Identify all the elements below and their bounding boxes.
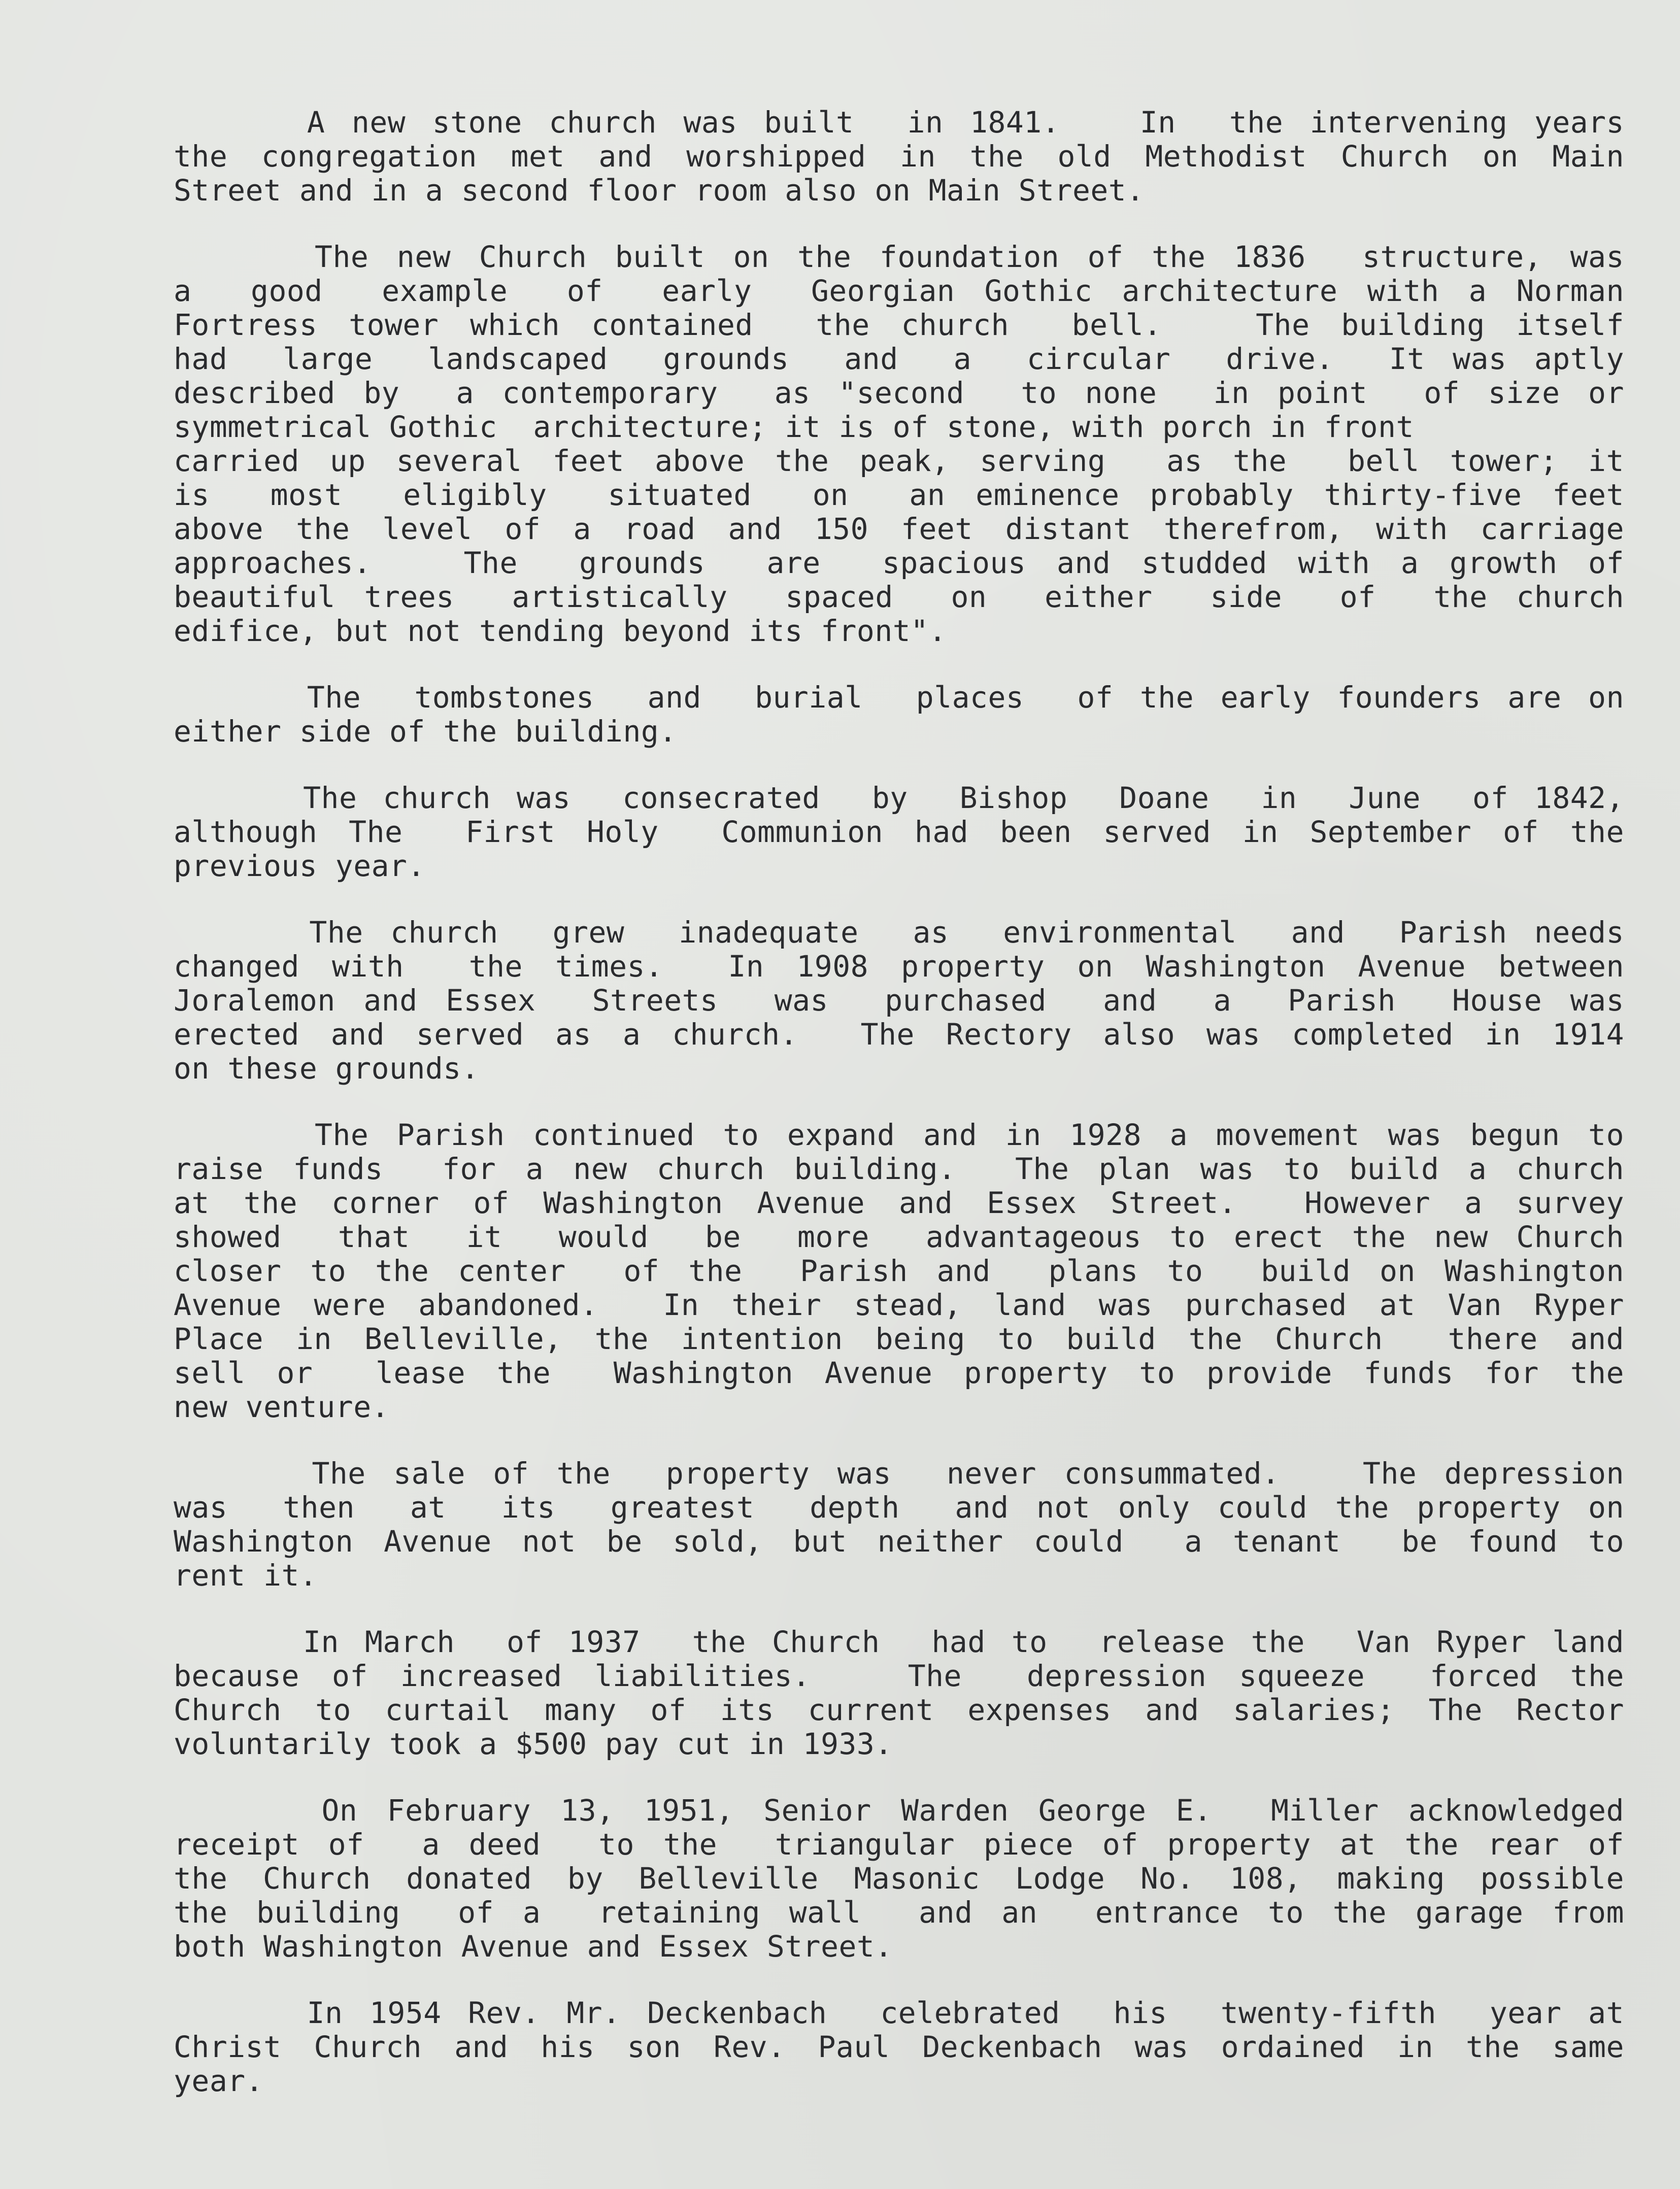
text-line: a good example of early Georgian Gothic architecture with a Norman <box>174 274 1624 308</box>
paragraph-consecration <box>174 781 1624 883</box>
text-line: although The First Holy Communion had been served in September of the <box>174 815 1624 849</box>
text-line: Washington Avenue not be sold, but neither could a tenant be found to <box>174 1524 1624 1559</box>
text-line: approaches. The grounds are spacious and studded with a growth of <box>174 546 1624 580</box>
paragraph-tombstones <box>174 681 1624 749</box>
text-line: rent it. <box>174 1558 318 1593</box>
text-line: A new stone church was built in 1841. In the intervening years <box>174 105 1624 140</box>
text-line: erected and served as a church. The Rectory also was completed in 1914 <box>174 1017 1624 1052</box>
text-line: carried up several feet above the peak, serving as the bell tower; it <box>174 444 1624 478</box>
paragraph-1954-anniversary <box>174 1996 1624 2098</box>
text-line: Place in Belleville, the intention being to build the Church there and <box>174 1322 1624 1356</box>
text-line: the building of a retaining wall and an entrance to the garage from <box>174 1895 1624 1930</box>
text-line: Church to curtail many of its current expenses and salaries; The Rector <box>174 1693 1624 1727</box>
text-line: Joralemon and Essex Streets was purchased and a Parish House was <box>174 983 1624 1018</box>
text-line: because of increased liabilities. The depression squeeze forced the <box>174 1659 1624 1693</box>
text-line: on these grounds. <box>174 1051 480 1086</box>
paragraph-new-church-description <box>174 240 1624 648</box>
text-line: edifice, but not tending beyond its front". <box>174 614 947 648</box>
text-line: at the corner of Washington Avenue and Essex Street. However a survey <box>174 1186 1624 1220</box>
text-line: is most eligibly situated on an eminence probably thirty-five feet <box>174 478 1624 512</box>
paragraph-depression-sale <box>174 1457 1624 1593</box>
text-line: the Church donated by Belleville Masonic Lodge No. 108, making possible <box>174 1861 1624 1896</box>
text-line: Avenue were abandoned. In their stead, land was purchased at Van Ryper <box>174 1288 1624 1322</box>
paragraph-stone-church-1841 <box>174 106 1624 208</box>
text-line: changed with the times. In 1908 property on Washington Avenue between <box>174 949 1624 984</box>
text-line: raise funds for a new church building. The plan was to build a church <box>174 1152 1624 1186</box>
text-line: On February 13, 1951, Senior Warden George E. Miller acknowledged <box>174 1793 1624 1828</box>
text-line: symmetrical Gothic architecture; it is of stone, with porch in front <box>174 410 1414 444</box>
text-line: In March of 1937 the Church had to release the Van Ryper land <box>174 1625 1624 1659</box>
text-line: year. <box>174 2064 264 2098</box>
text-line: the congregation met and worshipped in the old Methodist Church on Main <box>174 139 1624 174</box>
paragraph-march-1937 <box>174 1625 1624 1761</box>
text-line: described by a contemporary as "second to none in point of size or <box>174 376 1624 410</box>
text-line: The tombstones and burial places of the early founders are on <box>174 680 1624 715</box>
text-line: Fortress tower which contained the church bell. The building itself <box>174 308 1624 342</box>
text-line: either side of the building. <box>174 714 677 749</box>
text-line: The new Church built on the foundation of the 1836 structure, was <box>174 240 1624 274</box>
text-line: The church was consecrated by Bishop Doane in June of 1842, <box>174 781 1624 815</box>
text-line: Christ Church and his son Rev. Paul Deckenbach was ordained in the same <box>174 2030 1624 2064</box>
text-line: voluntarily took a $500 pay cut in 1933. <box>174 1727 893 1761</box>
text-line: both Washington Avenue and Essex Street. <box>174 1929 893 1964</box>
paragraph-expansion-1928 <box>174 1118 1624 1424</box>
text-line: new venture. <box>174 1390 390 1424</box>
text-line: closer to the center of the Parish and plans to build on Washington <box>174 1254 1624 1288</box>
text-line: The sale of the property was never consummated. The depression <box>174 1456 1624 1491</box>
text-line: In 1954 Rev. Mr. Deckenbach celebrated his twenty-fifth year at <box>174 1996 1624 2030</box>
document-page <box>174 106 1624 2131</box>
text-line: was then at its greatest depth and not only could the property on <box>174 1490 1624 1525</box>
text-line: sell or lease the Washington Avenue property to provide funds for the <box>174 1356 1624 1390</box>
text-line: above the level of a road and 150 feet distant therefrom, with carriage <box>174 512 1624 546</box>
text-line: previous year. <box>174 849 425 883</box>
text-line: The Parish continued to expand and in 1928 a movement was begun to <box>174 1118 1624 1152</box>
paragraph-february-1951 <box>174 1794 1624 1964</box>
text-line: beautiful trees artistically spaced on either side of the church <box>174 580 1624 614</box>
text-line: receipt of a deed to the triangular piece of property at the rear of <box>174 1827 1624 1862</box>
text-line: showed that it would be more advantageous to erect the new Church <box>174 1220 1624 1254</box>
paragraph-parish-house-1908 <box>174 916 1624 1086</box>
text-line: Street and in a second floor room also on Main Street. <box>174 173 1145 208</box>
text-line: had large landscaped grounds and a circular drive. It was aptly <box>174 342 1624 376</box>
text-line: The church grew inadequate as environmental and Parish needs <box>174 915 1624 950</box>
